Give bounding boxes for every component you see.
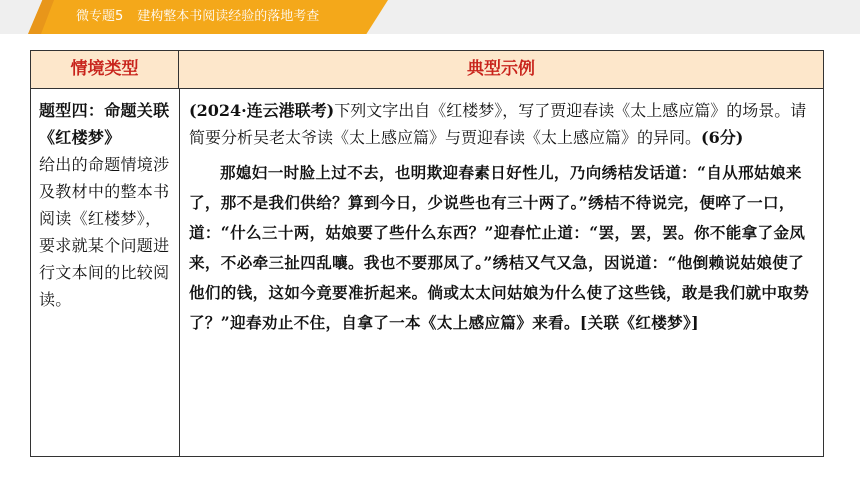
question-text: 下列文字出自《红楼梦》，写了贾迎春读《太上感应篇》的场景。请简要分析吴老太爷读《太上感应篇》与贾迎春读《太上感应篇》的异同。 (189, 101, 807, 147)
situation-type-cell (39, 97, 173, 313)
section-title: 建构整本书阅读经验的落地考查 (137, 9, 320, 24)
column-divider (179, 89, 180, 456)
example-table (30, 50, 824, 457)
excerpt-passage (189, 158, 819, 338)
passage-tag: [关联《红楼梦》] (579, 313, 699, 332)
type-title: 题型四：命题关联《红楼梦》 (39, 101, 170, 147)
question-stem (189, 97, 819, 151)
section-tab-text (76, 0, 319, 34)
series-label: 微专题5 (76, 9, 124, 24)
top-header-bar (0, 0, 860, 34)
question-source: (2024·连云港联考) (189, 101, 335, 120)
typical-example-cell (189, 97, 819, 338)
column-header-type: 情境类型 (31, 51, 179, 88)
question-score: (6分) (701, 128, 744, 147)
passage-text: 那媳妇一时脸上过不去，也明欺迎春素日好性儿，乃向绣桔发话道：“自从邢姑娘来了，那不是我们供给？算到今日，少说些也有三十两了。”绣桔不待说完，便啐了一口，道：“什么三十两，姑娘要了些什么东西？”迎春忙止道：“罢，罢，罢。你不能拿了金凤来，不必牵三扯四乱嚷。我也不要那凤了。”绣桔又气又急，因说道：“他倒赖说姑娘使了他们的钱，这如今竟要准折起来。倘或太太问姑娘为什么使了这些钱，敢是我们就中取势了？”迎春劝止不住，自拿了一本《太上感应篇》来看。 (189, 163, 810, 332)
type-description: 给出的命题情境涉及教材中的整本书阅读《红楼梦》，要求就某个问题进行文本间的比较阅读。 (39, 155, 170, 309)
tab-stripe-decoration (28, 0, 54, 34)
column-header-example: 典型示例 (467, 59, 535, 79)
table-header-row (31, 51, 823, 89)
